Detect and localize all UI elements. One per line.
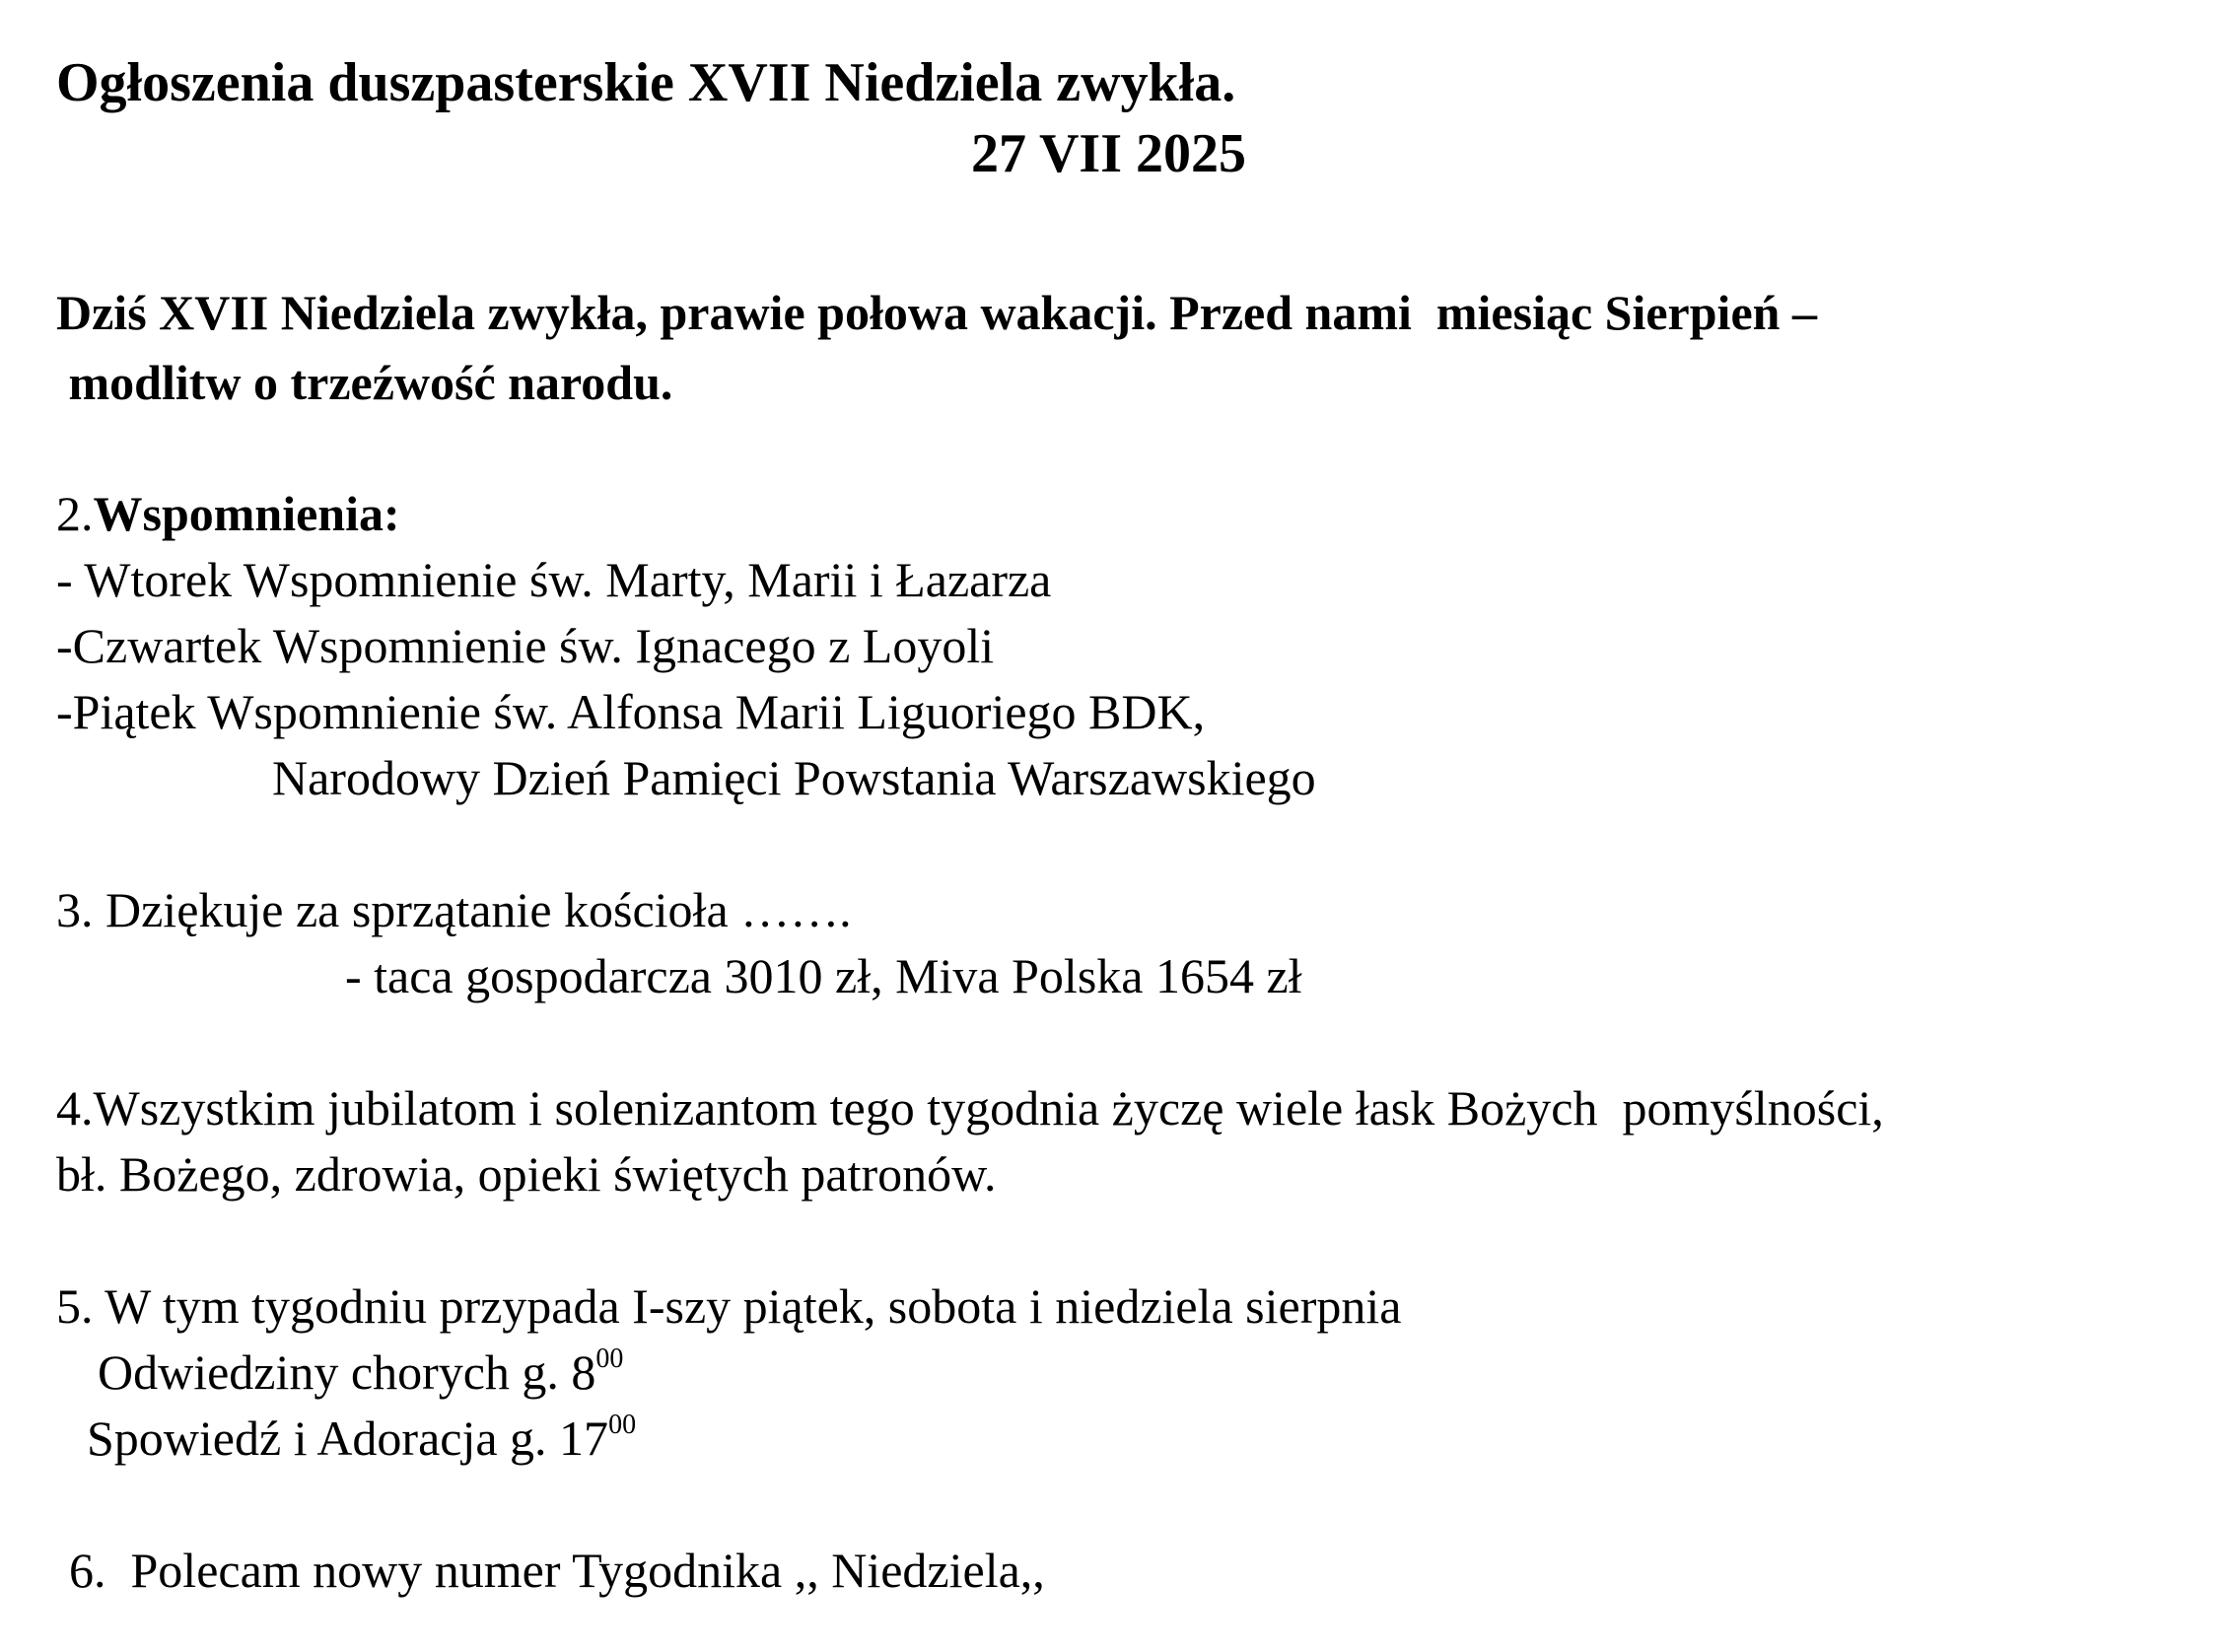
intro-line-1: Dziś XVII Niedziela zwykła, prawie połowa wakacji. Przed nami miesiąc Sierpień – [56,285,1817,340]
section-4-line-1: 4.Wszystkim jubilatom i solenizantom tego tygodnia życzę wiele łask Bożych pomyślności, [56,1080,1884,1136]
list-item: -Piątek Wspomnienie św. Alfonsa Marii Liguoriego BDK, [56,684,1206,739]
confession-time-superscript: 00 [608,1410,637,1440]
section-4-line-2: bł. Bożego, zdrowia, opieki świętych patronów. [56,1146,997,1202]
intro-line-2: modlitw o trzeźwość narodu. [56,355,673,410]
list-item: - Wtorek Wspomnienie św. Marty, Marii i Łazarza [56,552,1052,607]
list-item: Narodowy Dzień Pamięci Powstania Warszawskiego [272,750,1316,805]
section-3-line-1: 3. Dziękuje za sprzątanie kościoła ……. [56,882,852,937]
section-2-heading [56,486,400,541]
page-title: Ogłoszenia duszpasterskie XVII Niedziela zwykła. [56,52,1236,113]
section-5-confession-line [87,1410,637,1466]
visit-time-superscript: 00 [595,1343,624,1374]
visit-text: Odwiedziny chorych g. 8 [98,1344,596,1400]
section-3-line-2: - taca gospodarcza 3010 zł, Miva Polska 1654 zł [345,948,1302,1003]
section-5-line-1: 5. W tym tygodniu przypada I-szy piątek, sobota i niedziela sierpnia [56,1278,1402,1334]
section-6-line-1: 6. Polecam nowy numer Tygodnika ,, Niedziela,, [69,1543,1045,1598]
section-2-title: Wspomnienia: [93,486,400,541]
section-2-number: 2. [56,486,94,541]
confession-text: Spowiedź i Adoracja g. 17 [87,1411,609,1466]
page-date: 27 VII 2025 [971,123,1247,184]
section-5-visit-line [98,1343,624,1400]
list-item: -Czwartek Wspomnienie św. Ignacego z Loyoli [56,618,995,673]
